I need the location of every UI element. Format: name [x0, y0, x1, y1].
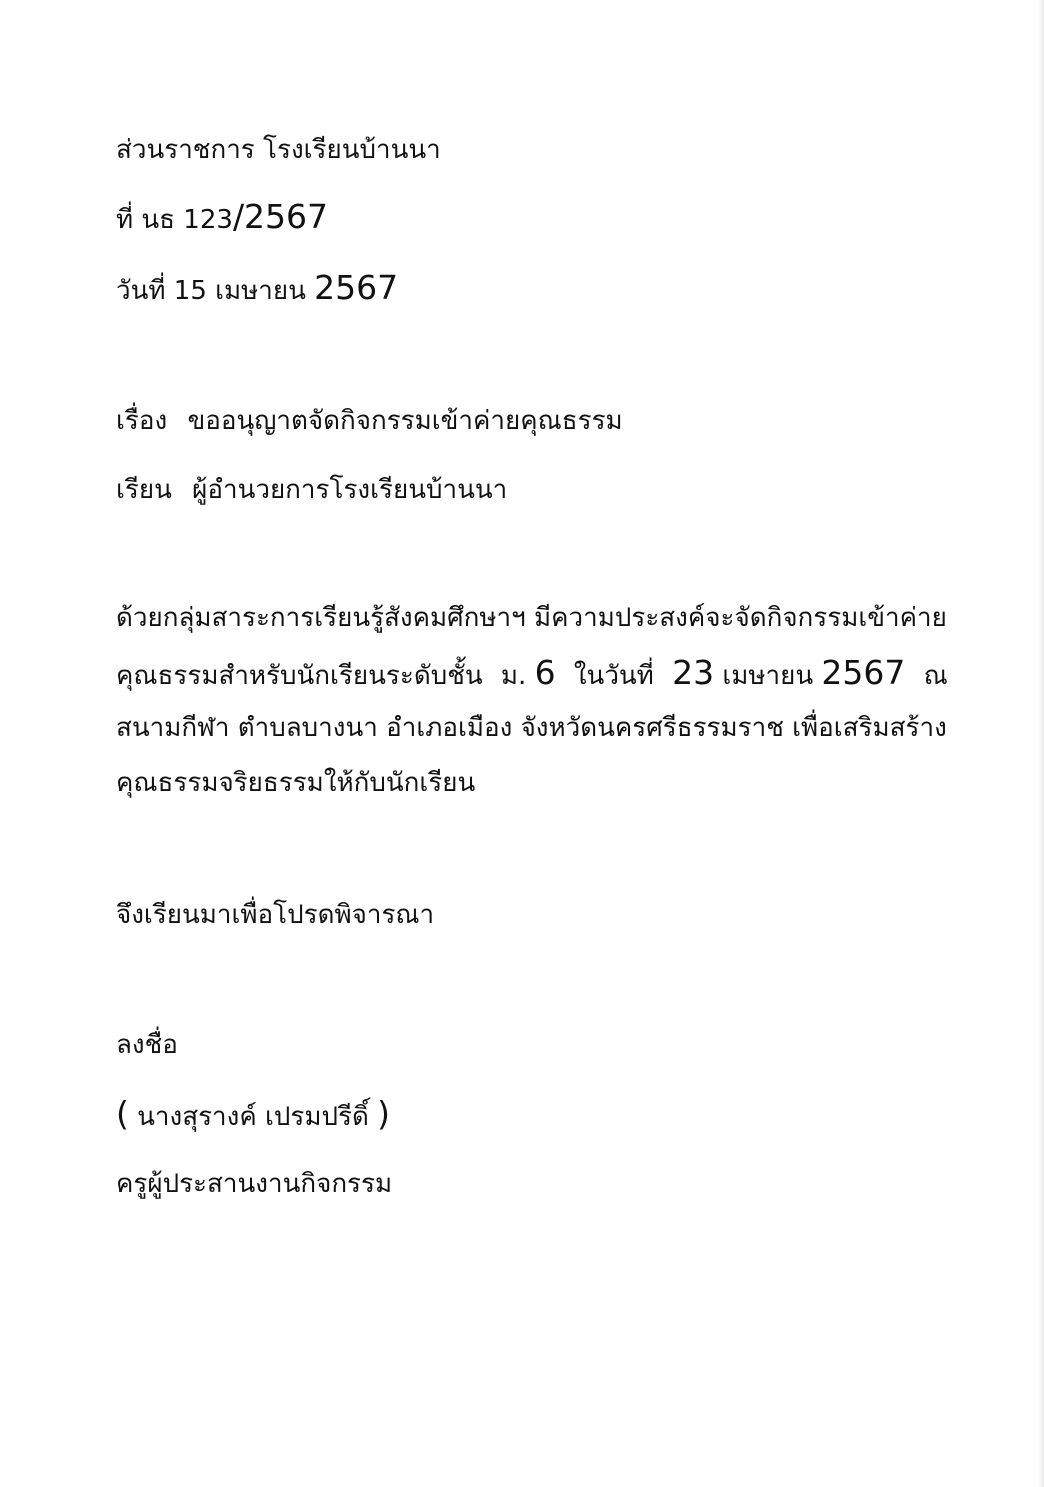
grade-prefix: ม.: [500, 661, 527, 691]
event-year: 2567: [821, 653, 906, 692]
agency-line: [116, 132, 441, 168]
signer-position: ครูผู้ประสานงานกิจกรรม: [116, 1169, 393, 1199]
agency-value: โรงเรียนบ้านนา: [263, 135, 441, 165]
body-line-1: ด้วยกลุ่มสาระการเรียนรู้สังคมศึกษาฯ มีความประสงค์จะจัดกิจกรรมเข้าค่าย: [116, 603, 947, 633]
date-prefix: ในวันที่: [573, 661, 654, 691]
name-close-paren: ): [377, 1094, 390, 1133]
signer-name: นางสุรางค์ เปรมปรีดิ์: [137, 1102, 369, 1132]
reference-year: /2567: [232, 197, 329, 236]
signer-name-line: [116, 1096, 390, 1135]
body-line-3: สนามกีฬา ตำบลบางนา อำเภอเมือง จังหวัดนครศรีธรรมราช เพื่อเสริมสร้าง: [116, 713, 947, 743]
event-day: 23: [672, 653, 715, 692]
signature-label: ลงชื่อ: [116, 1030, 178, 1060]
recipient-label: เรียน: [116, 475, 172, 505]
reference-line: [116, 199, 328, 238]
subject-label: เรื่อง: [116, 406, 168, 436]
recipient-line: [116, 472, 507, 508]
page-edge-shadow: [1038, 0, 1044, 1487]
body-line-2: [116, 655, 948, 694]
name-open-paren: (: [116, 1094, 129, 1133]
body-line-4: คุณธรรมจริยธรรมให้กับนักเรียน: [116, 768, 476, 798]
date-line: [116, 270, 398, 309]
body-line-2-text: คุณธรรมสำหรับนักเรียนระดับชั้น: [116, 661, 483, 691]
recipient-value: ผู้อำนวยการโรงเรียนบ้านนา: [192, 475, 508, 505]
reference-label: ที่ นธ 123: [116, 205, 233, 235]
date-label: วันที่ 15 เมษายน: [116, 276, 306, 306]
event-month: เมษายน: [722, 661, 814, 691]
body-paragraph: [116, 600, 948, 800]
subject-value: ขออนุญาตจัดกิจกรรมเข้าค่ายคุณธรรม: [187, 406, 623, 436]
grade-number: 6: [534, 653, 556, 692]
agency-label: ส่วนราชการ: [116, 135, 255, 165]
date-year: 2567: [314, 268, 399, 307]
subject-line: [116, 403, 623, 439]
closing-line: จึงเรียนมาเพื่อโปรดพิจารณา: [116, 900, 435, 930]
location-prefix: ณ: [923, 661, 948, 691]
